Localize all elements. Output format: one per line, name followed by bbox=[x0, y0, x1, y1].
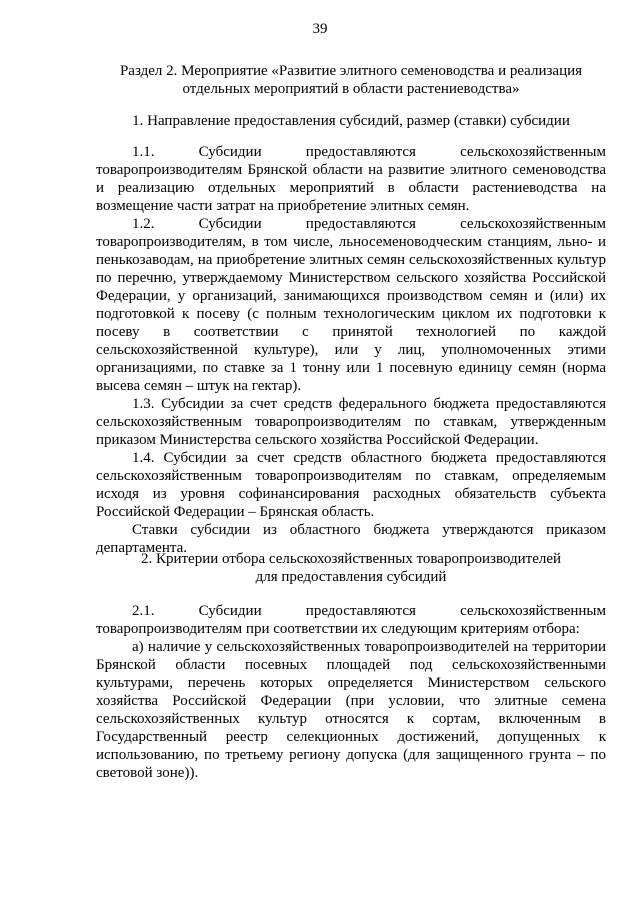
paragraph-rates-note: Ставки субсидии из областного бюджета утверждаются приказом департамента. bbox=[96, 522, 606, 556]
subsection-1-body bbox=[96, 143, 606, 557]
section-title-line-1: Раздел 2. Мероприятие «Развитие элитного семеноводства и реализация bbox=[119, 63, 583, 79]
page-number: 39 bbox=[312, 21, 328, 37]
subsection-2-title-line-1: 2. Критерии отбора сельскохозяйственных товаропроизводителей bbox=[140, 551, 562, 567]
paragraph-2-1: 2.1. Субсидии предоставляются сельскохозяйственным товаропроизводителям при соответствии их следующим критериям отбора: bbox=[96, 603, 606, 637]
subsection-2-title bbox=[96, 550, 606, 586]
paragraph-1-2: 1.2. Субсидии предоставляются сельскохозяйственным товаропроизводителям, в том числе, льносеменоводческим станциям, льно- и пенькозаводам, на приобретение элитных семян сельскохозяйственных культур по перечню, утверждаемому Министерством сельского хозяйства Российской Федерации, у организаций, занимающихся производством семян и (или) их подготовкой к посеву (с полным технологическим циклом их подготовки к посеву в соответствии с принятой технологией по каждой сельскохозяйственной культуре), или у лиц, уполномоченных этими организациями, по ставке за 1 тонну или 1 посевную единицу семян (норма высева семян – штук на гектар). bbox=[96, 216, 606, 394]
subsection-2-body bbox=[96, 602, 606, 782]
section-title bbox=[96, 62, 606, 98]
paragraph-1-1: 1.1. Субсидии предоставляются сельскохозяйственным товаропроизводителям Брянской области на развитие элитного семеноводства и реализацию отдельных мероприятий в области растениеводства на возмещение части затрат на приобретение элитных семян. bbox=[96, 144, 606, 214]
subsection-2-title-line-2: для предоставления субсидий bbox=[255, 569, 447, 585]
subsection-1-title: 1. Направление предоставления субсидий, размер (ставки) субсидии bbox=[132, 113, 570, 129]
paragraph-1-4: 1.4. Субсидии за счет средств областного бюджета предоставляются сельскохозяйственным товаропроизводителям по ставкам, определяемым исходя из уровня софинансирования расходных обязательств субъекта Российской Федерации – Брянская область. bbox=[96, 450, 606, 520]
paragraph-2-1-a: а) наличие у сельскохозяйственных товаропроизводителей на территории Брянской области посевных площадей под сельскохозяйственными культурами, перечень которых определяется Министерством сельского хозяйства Российской Федерации (при условии, что элитные семена сельскохозяйственных культур относятся к сортам, включенным в Государственный реестр селекционных достижений, допущенных к использованию, по третьему региону допуска (для защищенного грунта – по световой зоне)). bbox=[96, 639, 606, 781]
section-title-line-2: отдельных мероприятий в области растениеводства» bbox=[182, 81, 520, 97]
paragraph-1-3: 1.3. Субсидии за счет средств федерального бюджета предоставляются сельскохозяйственным товаропроизводителям по ставкам, утвержденным приказом Министерства сельского хозяйства Российской Федерации. bbox=[96, 396, 606, 448]
